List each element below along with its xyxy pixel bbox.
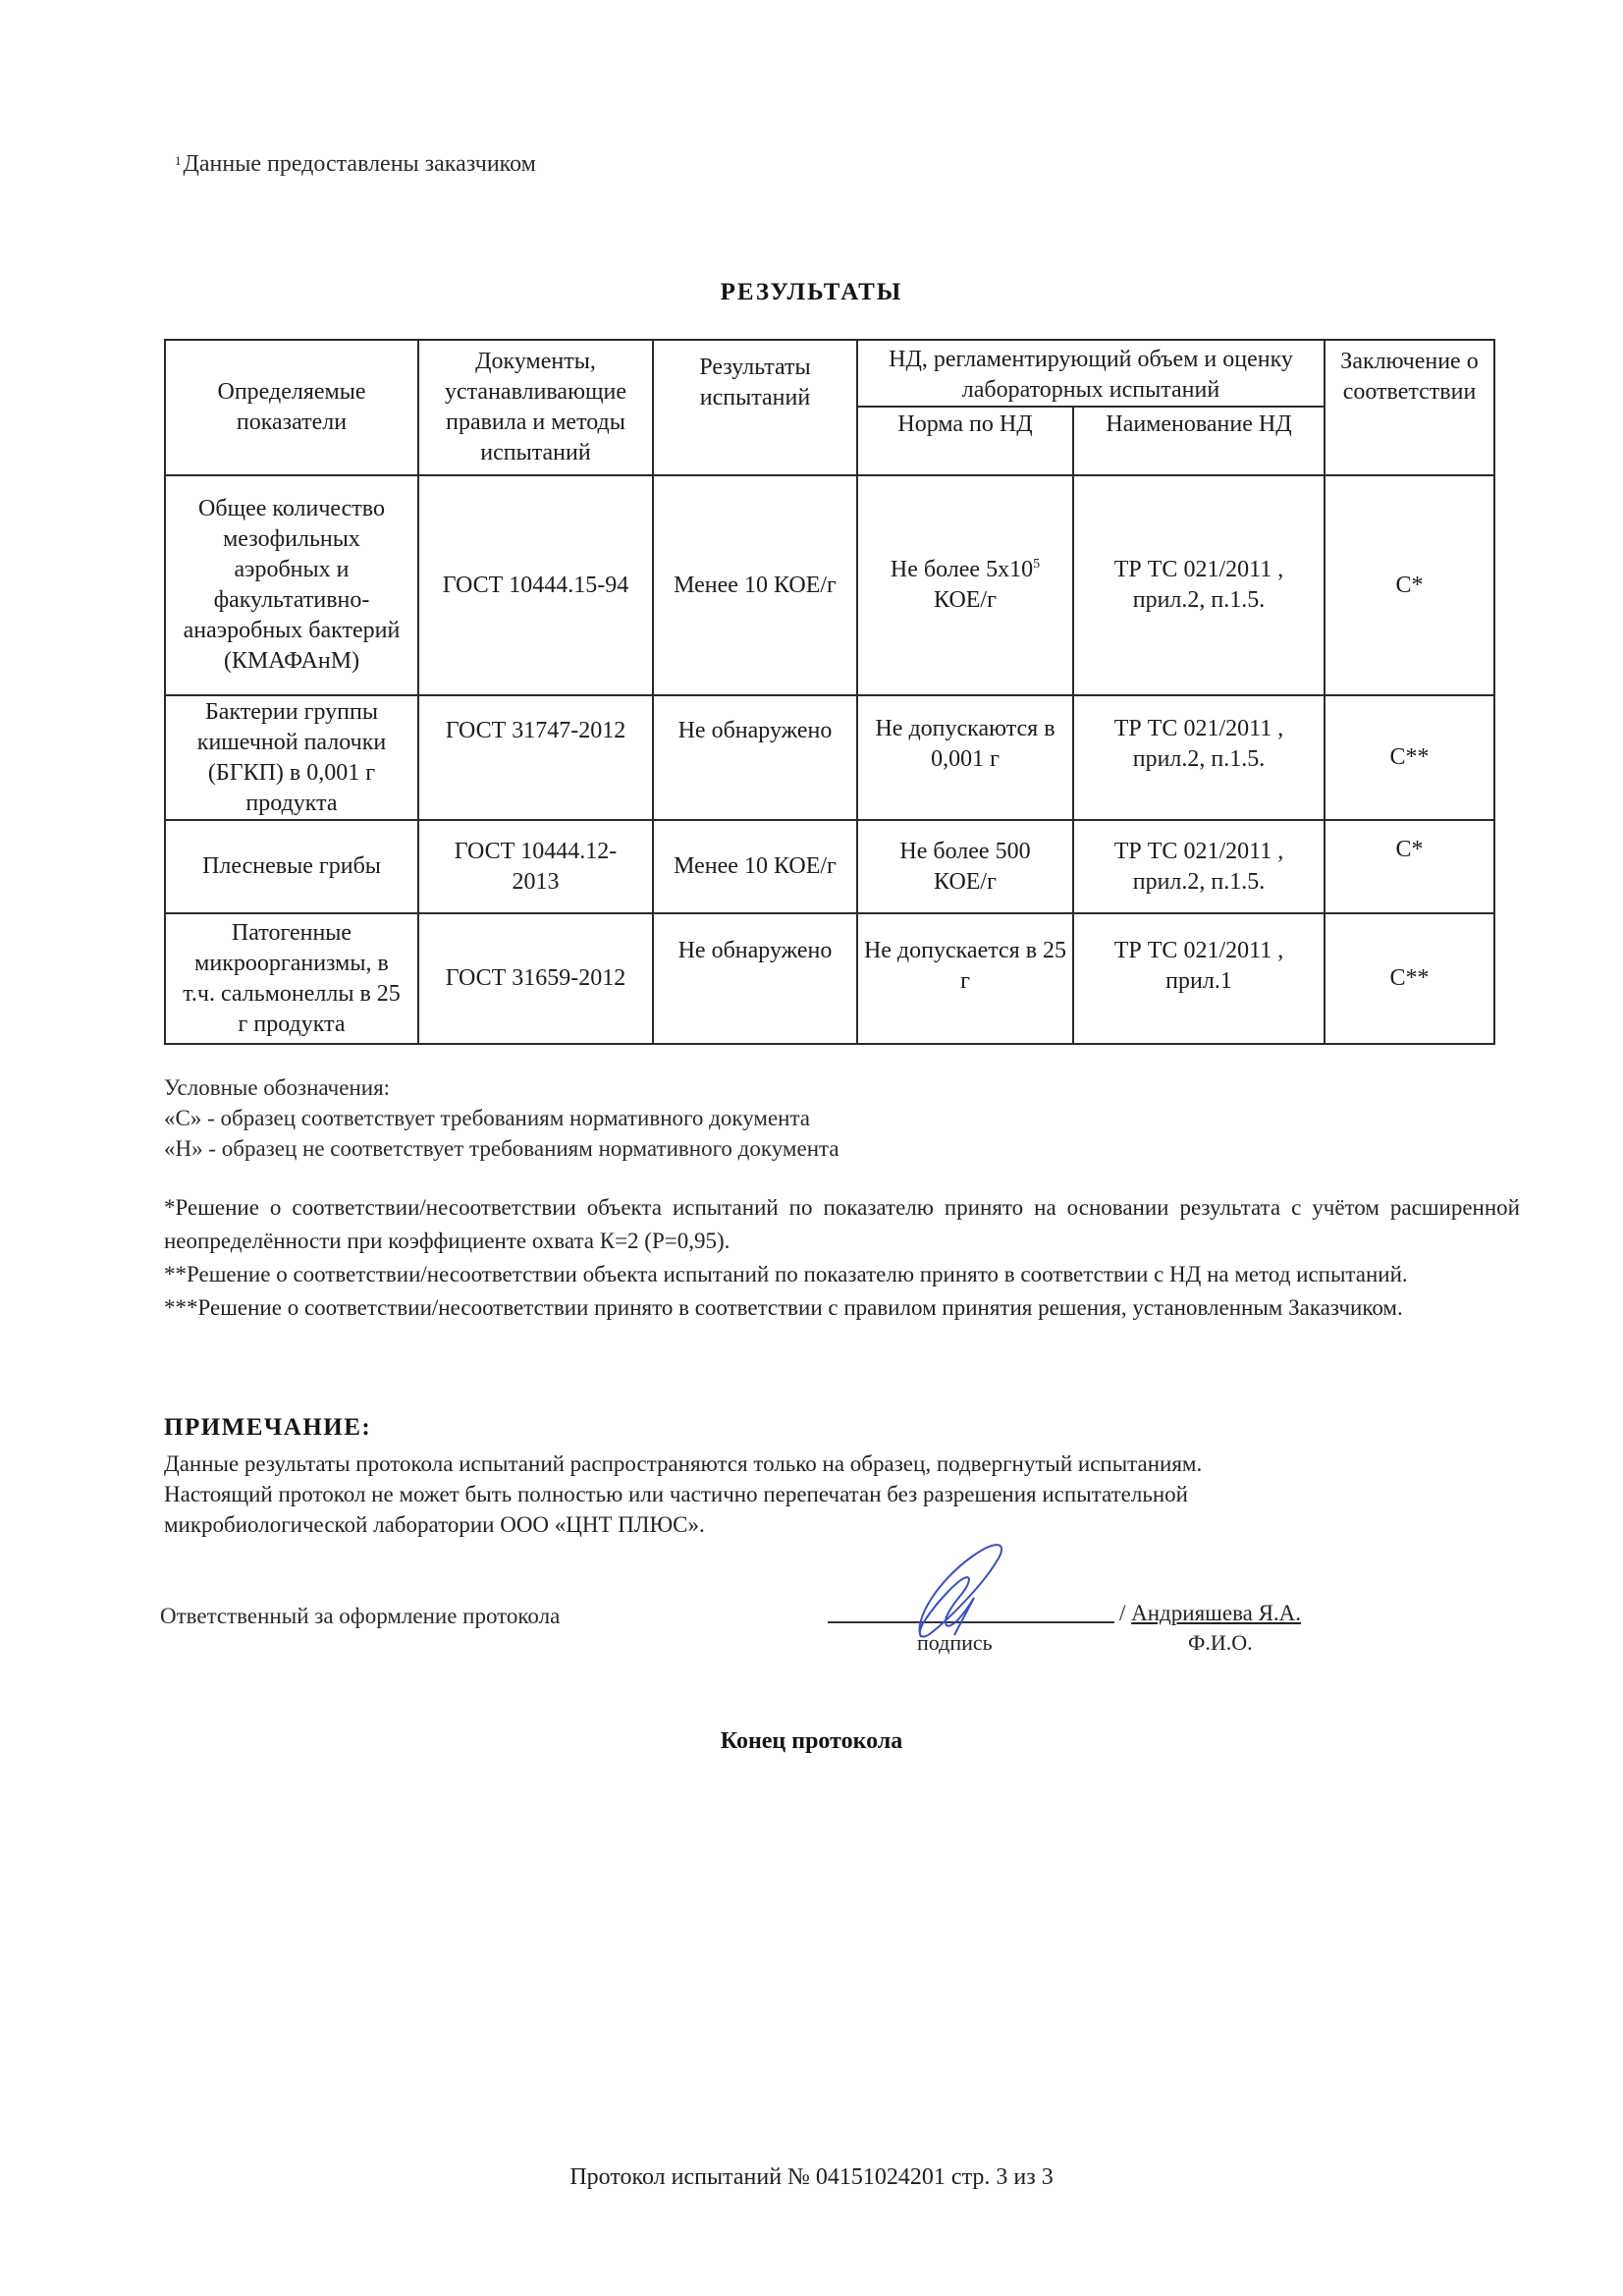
norm-exponent: 5 (1033, 557, 1041, 572)
cell-indicator: Бактерии группы кишечной палочки (БГКП) в 0,001 г продукта (165, 695, 418, 820)
cell-method: ГОСТ 31659-2012 (418, 913, 653, 1044)
cell-conclusion: С* (1325, 475, 1494, 695)
cell-nd-name: ТР ТС 021/2011 , прил.2, п.1.5. (1073, 695, 1325, 820)
note-double-asterisk: **Решение о соответствии/несоответствии объекта испытаний по показателю принято в соответствии с НД на метод испытаний. (164, 1262, 1408, 1286)
cell-conclusion: С** (1325, 913, 1494, 1044)
header-results: Результаты испытаний (653, 340, 857, 475)
end-of-protocol: Конец протокола (720, 1728, 903, 1754)
header-nd-group: НД, регламентирующий объем и оценку лабораторных испытаний (857, 340, 1325, 407)
table-row (165, 820, 1494, 913)
cell-result: Не обнаружено (653, 913, 857, 1044)
page-footer: Протокол испытаний № 04151024201 стр. 3 из 3 (569, 2164, 1054, 2190)
header-indicator: Определяемые показатели (165, 340, 418, 475)
header-nd-name: Наименование НД (1073, 407, 1325, 475)
header-norm: Норма по НД (857, 407, 1073, 475)
legend (164, 1072, 839, 1164)
table-row (165, 913, 1494, 1044)
cell-method: ГОСТ 10444.15-94 (418, 475, 653, 695)
remark-body (164, 1449, 1539, 1540)
cell-result: Менее 10 КОЕ/г (653, 475, 857, 695)
cell-nd-name: ТР ТС 021/2011 , прил.1 (1073, 913, 1325, 1044)
cell-method: ГОСТ 10444.12-2013 (418, 820, 653, 913)
remark-line: Настоящий протокол не может быть полностью или частично перепечатан без разрешения испытательной (164, 1482, 1188, 1506)
section-title: РЕЗУЛЬТАТЫ (720, 279, 903, 305)
header-conclusion: Заключение о соответствии (1325, 340, 1494, 475)
remark-line: микробиологической лаборатории ООО «ЦНТ ПЛЮС». (164, 1512, 705, 1537)
results-table (164, 339, 1495, 1045)
norm-unit: КОЕ/г (934, 587, 997, 613)
cell-norm: Не допускается в 25 г (857, 913, 1073, 1044)
note-single-asterisk: *Решение о соответствии/несоответствии объекта испытаний по показателю принято на основании результата с учётом расширенной неопределённости при коэффициенте охвата К=2 (Р=0,95). (164, 1195, 1520, 1253)
cell-nd-name: ТР ТС 021/2011 , прил.2, п.1.5. (1073, 475, 1325, 695)
cell-result: Менее 10 КОЕ/г (653, 820, 857, 913)
cell-indicator: Плесневые грибы (165, 820, 418, 913)
cell-indicator: Общее количество мезофильных аэробных и факультативно-анаэробных бактерий (КМАФАнМ) (165, 475, 418, 695)
cell-nd-name: ТР ТС 021/2011 , прил.2, п.1.5. (1073, 820, 1325, 913)
cell-conclusion: С** (1325, 695, 1494, 820)
cell-norm (857, 475, 1073, 695)
responsible-name (1119, 1601, 1301, 1626)
remark-line: Данные результаты протокола испытаний распространяются только на образец, подвергнутый испытаниям. (164, 1451, 1203, 1476)
norm-text: Не более 5х10 (890, 557, 1034, 582)
cell-result: Не обнаружено (653, 695, 857, 820)
legend-item-nonconforms: «Н» - образец не соответствует требованиям нормативного документа (164, 1136, 839, 1161)
footnote-marker: 1 (175, 153, 182, 168)
table-row (165, 475, 1494, 695)
name-caption: Ф.И.О. (1188, 1630, 1253, 1655)
decision-notes (164, 1191, 1520, 1325)
footnote (175, 151, 536, 178)
remark-title: ПРИМЕЧАНИЕ: (164, 1414, 372, 1441)
header-documents: Документы, устанавливающие правила и методы испытаний (418, 340, 653, 475)
cell-conclusion: С* (1325, 820, 1494, 913)
legend-item-conforms: «С» - образец соответствует требованиям нормативного документа (164, 1106, 811, 1130)
responsible-label: Ответственный за оформление протокола (160, 1604, 561, 1628)
cell-norm: Не допускаются в 0,001 г (857, 695, 1073, 820)
note-triple-asterisk: ***Решение о соответствии/несоответствии принято в соответствии с правилом принятия решения, установленным Заказчиком. (164, 1295, 1403, 1320)
cell-indicator: Патогенные микроорганизмы, в т.ч. сальмонеллы в 25 г продукта (165, 913, 418, 1044)
cell-method: ГОСТ 31747-2012 (418, 695, 653, 820)
signature-caption: подпись (917, 1630, 993, 1655)
cell-norm: Не более 500 КОЕ/г (857, 820, 1073, 913)
legend-title: Условные обозначения: (164, 1075, 391, 1100)
name-text: Андрияшева Я.А. (1131, 1601, 1302, 1625)
name-separator: / (1119, 1601, 1132, 1625)
table-row (165, 695, 1494, 820)
footnote-text: Данные предоставлены заказчиком (183, 151, 536, 177)
